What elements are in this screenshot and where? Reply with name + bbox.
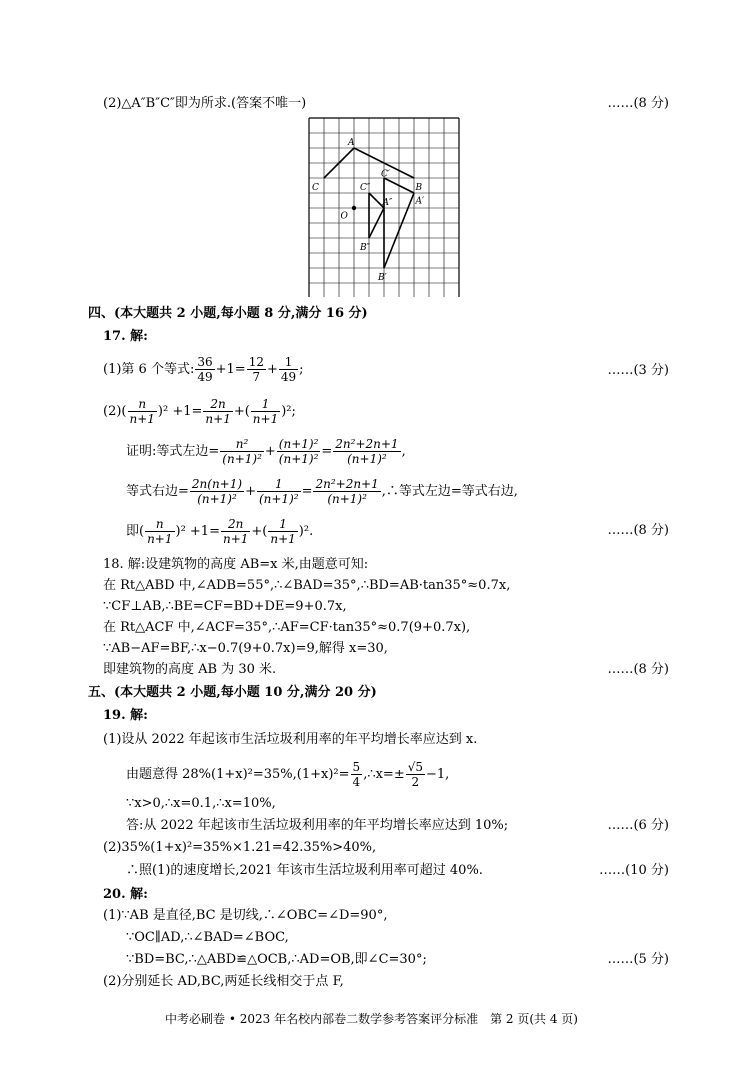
point-label: A′ xyxy=(415,196,425,207)
score: ……(10 分) xyxy=(599,863,669,878)
answer-line: 18. 解:设建筑物的高度 AB=x 米,由题意可知: xyxy=(103,557,369,572)
question-number: 19. 解: xyxy=(103,708,148,723)
answer-line: 等式右边= $\frac{2n(n+1)}{\text{(n+1)²}}$ + $\frac{1}{\text{(n+1)²}}$ = $\frac{\text{2n²+2n+1}}{\text{(n+1)²}}$ ,∴等式左边=等式右边, xyxy=(126,477,518,506)
section-heading: 四、(本大题共 2 小题,每小题 8 分,满分 16 分) xyxy=(88,306,368,321)
answer-line: (2)△A″B″C″即为所求.(答案不唯一) xyxy=(103,96,307,111)
score: ……(5 分) xyxy=(607,952,669,967)
score: ……(8 分) xyxy=(607,662,669,677)
score: ……(3 分) xyxy=(607,363,669,378)
point-label: C xyxy=(312,183,319,193)
score: ……(6 分) xyxy=(607,818,669,833)
point-label: A″ xyxy=(382,198,393,208)
answer-line: (2)35%(1+x)²=35%×1.21=42.35%>40%, xyxy=(103,840,377,855)
answer-line: 即( $\frac{n}{n+1}$ )² +1= $\frac{2n}{n+1}$ +( $\frac{1}{n+1}$ )². xyxy=(126,517,314,546)
point-label: B″ xyxy=(360,243,370,253)
answer-line: ∵BD=BC,∴△ABD≌△OCB,∴AD=OB,即∠C=30°; xyxy=(126,952,427,967)
answer-line: (1)∵AB 是直径,BC 是切线,∴∠OBC=∠D=90°, xyxy=(103,908,388,923)
point-label: C′ xyxy=(381,169,390,180)
score: ……(8 分) xyxy=(607,96,669,111)
coordinate-grid xyxy=(308,117,466,297)
answer-line: 由题意得 28%(1+x)²=35%,(1+x)²= $\frac{5}{4}$ ,∴x=± $\frac{√5}{2}$ −1, xyxy=(126,760,450,789)
page-footer: 中考必刷卷 • 2023 年名校内部卷二数学参考答案评分标准 第 2 页(共 4 页) xyxy=(165,1012,578,1026)
question-number: 17. 解: xyxy=(103,329,148,344)
point-label: A xyxy=(348,138,355,148)
answer-line: (2)( $\frac{n}{n+1}$ )² +1= $\frac{2n}{n+1}$ +( $\frac{1}{n+1}$ )²; xyxy=(103,397,296,426)
answer-line: ∵CF⊥AB,∴BE=CF=BD+DE=9+0.7x, xyxy=(103,599,347,614)
point-label: B′ xyxy=(378,273,387,283)
answer-line: ∵OC∥AD,∴∠BAD=∠BOC, xyxy=(126,930,289,945)
answer-line: 即建筑物的高度 AB 为 30 米. xyxy=(103,662,277,677)
answer-line: 答:从 2022 年起该市生活垃圾利用率的年平均增长率应达到 10%; xyxy=(126,818,509,833)
point-label: O xyxy=(340,211,348,222)
score: ……(8 分) xyxy=(607,523,669,538)
answer-line: 在 Rt△ABD 中,∠ADB=55°,∴∠BAD=35°,∴BD=AB·tan35°≈0.7x, xyxy=(103,578,511,593)
point-label: B xyxy=(415,183,423,193)
section-heading: 五、(本大题共 2 小题,每小题 10 分,满分 20 分) xyxy=(88,685,377,700)
answer-line: ∵x>0,∴x=0.1,∴x=10%, xyxy=(126,796,276,811)
answer-line: ∵AB−AF=BF,∴x−0.7(9+0.7x)=9,解得 x=30, xyxy=(103,641,388,656)
point-label: C″ xyxy=(360,183,371,193)
answer-line: (1)设从 2022 年起该市生活垃圾利用率的年平均增长率应达到 x. xyxy=(103,732,478,747)
origin-point xyxy=(352,206,356,210)
question-number: 20. 解: xyxy=(103,887,148,902)
answer-line: (2)分别延长 AD,BC,两延长线相交于点 F, xyxy=(103,974,344,989)
answer-line: 证明:等式左边= $\frac{\text{n²}}{\text{(n+1)²}}$ + $\frac{\text{(n+1)²}}{\text{(n+1)²}}$ = $\frac{\text{2n²+2n+1}}{\text{(n+1)²}}$ , xyxy=(126,437,406,466)
answer-line: (1)第 6 个等式: $\frac{36}{49}$ +1= $\frac{12}{7}$ + $\frac{1}{49}$ ; xyxy=(103,355,304,384)
answer-line: 在 Rt△ACF 中,∠ACF=35°,∴AF=CF·tan35°≈0.7(9+0.7x), xyxy=(103,620,471,635)
answer-line: ∴照(1)的速度增长,2021 年该市生活垃圾利用率可超过 40%. xyxy=(126,863,483,878)
